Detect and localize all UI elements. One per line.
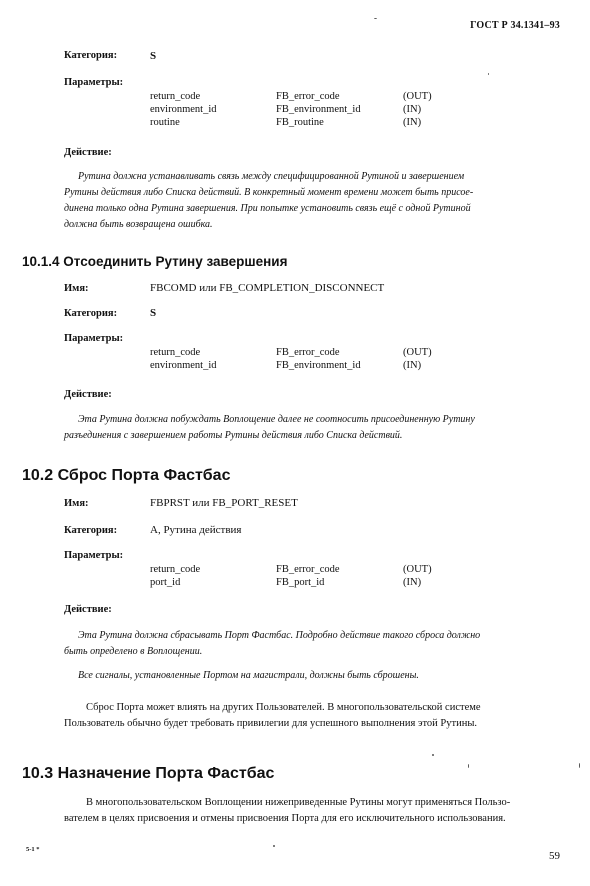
action-text — [64, 169, 569, 233]
param-direction: (OUT) — [403, 91, 432, 102]
note-text: Все сигналы, установленные Портом на магистрали, должны быть сброшены. — [78, 670, 419, 681]
scan-speck — [468, 764, 469, 768]
param-type: FB_error_code — [276, 347, 340, 358]
text-line: Эта Рутина должна сбрасывать Порт Фастбас. Подробно действие такого сброса должно — [78, 630, 481, 641]
param-name: environment_id — [150, 360, 217, 371]
text-line: разъединения с завершением работы Рутины действия либо Списка действий. — [64, 430, 403, 441]
text-line: В многопользовательском Воплощении нижеприведенные Рутины могут применяться Пользо- — [86, 797, 511, 808]
text-line: динена только одна Рутина завершения. При попытке установить связь ещё с одной Рутиной — [64, 203, 471, 214]
param-type: FB_environment_id — [276, 360, 361, 371]
param-direction: (IN) — [403, 360, 422, 371]
scan-speck — [488, 73, 489, 75]
section-heading-10-3: 10.3 Назначение Порта Фастбас — [22, 765, 275, 782]
category-value: A, Рутина действия — [150, 524, 242, 536]
text-line: Пользователь обычно будет требовать привилегии для успешного выполнения этой Рутины. — [64, 718, 478, 729]
text-line: быть определено в Воплощении. — [64, 646, 203, 657]
param-type: FB_port_id — [276, 577, 325, 588]
scan-speck — [374, 18, 377, 19]
param-type: FB_error_code — [276, 91, 340, 102]
category-label: Категория: — [64, 525, 118, 536]
param-name: environment_id — [150, 104, 217, 115]
params-label: Параметры: — [64, 77, 124, 88]
name-label: Имя: — [64, 498, 89, 509]
param-direction: (IN) — [403, 577, 422, 588]
action-text — [64, 412, 569, 444]
name-value: FBPRST или FB_PORT_RESET — [150, 497, 298, 509]
text-line: Эта Рутина должна побуждать Воплощение далее не соотносить присоединенную Рутину — [78, 414, 475, 425]
text-line: Рутины действия либо Списка действий. В конкретный момент времени может быть присое- — [64, 187, 474, 198]
param-type: FB_routine — [276, 117, 324, 128]
scan-speck — [432, 754, 434, 756]
param-name: return_code — [150, 564, 201, 575]
paragraph — [64, 700, 569, 732]
param-direction: (IN) — [403, 104, 422, 115]
category-value: S — [150, 50, 157, 62]
action-label: Действие: — [64, 604, 112, 615]
param-direction: (OUT) — [403, 564, 432, 575]
category-label: Категория: — [64, 308, 118, 319]
params-label: Параметры: — [64, 333, 124, 344]
param-name: return_code — [150, 347, 201, 358]
print-mark: 5-1 * — [26, 846, 40, 853]
text-line: вателем в целях присвоения и отмены присвоения Порта для его исключительного использования. — [64, 813, 506, 824]
params-label: Параметры: — [64, 550, 124, 561]
category-value: S — [150, 307, 157, 319]
param-type: FB_error_code — [276, 564, 340, 575]
param-direction: (IN) — [403, 117, 422, 128]
text-line: Рутина должна устанавливать связь между специфицированной Рутиной и завершением — [78, 171, 465, 182]
text-line: Сброс Порта может влиять на других Пользователей. В многопользовательской системе — [86, 702, 481, 713]
section-heading-10-2: 10.2 Сброс Порта Фастбас — [22, 467, 231, 484]
text-line: должна быть возвращена ошибка. — [64, 219, 213, 230]
category-label: Категория: — [64, 50, 118, 61]
action-text — [64, 628, 569, 660]
param-direction: (OUT) — [403, 347, 432, 358]
param-name: routine — [150, 117, 180, 128]
param-name: return_code — [150, 91, 201, 102]
name-value: FBCOMD или FB_COMPLETION_DISCONNECT — [150, 282, 385, 294]
param-name: port_id — [150, 577, 181, 588]
scan-speck — [273, 845, 275, 847]
section-heading-10-1-4: 10.1.4 Отсоединить Рутину завершения — [22, 254, 288, 269]
action-label: Действие: — [64, 389, 112, 400]
page-number: 59 — [549, 850, 560, 862]
name-label: Имя: — [64, 283, 89, 294]
param-type: FB_environment_id — [276, 104, 361, 115]
scan-speck — [579, 763, 580, 768]
document-id: ГОСТ Р 34.1341–93 — [470, 20, 560, 31]
paragraph — [64, 795, 569, 827]
action-label: Действие: — [64, 147, 112, 158]
